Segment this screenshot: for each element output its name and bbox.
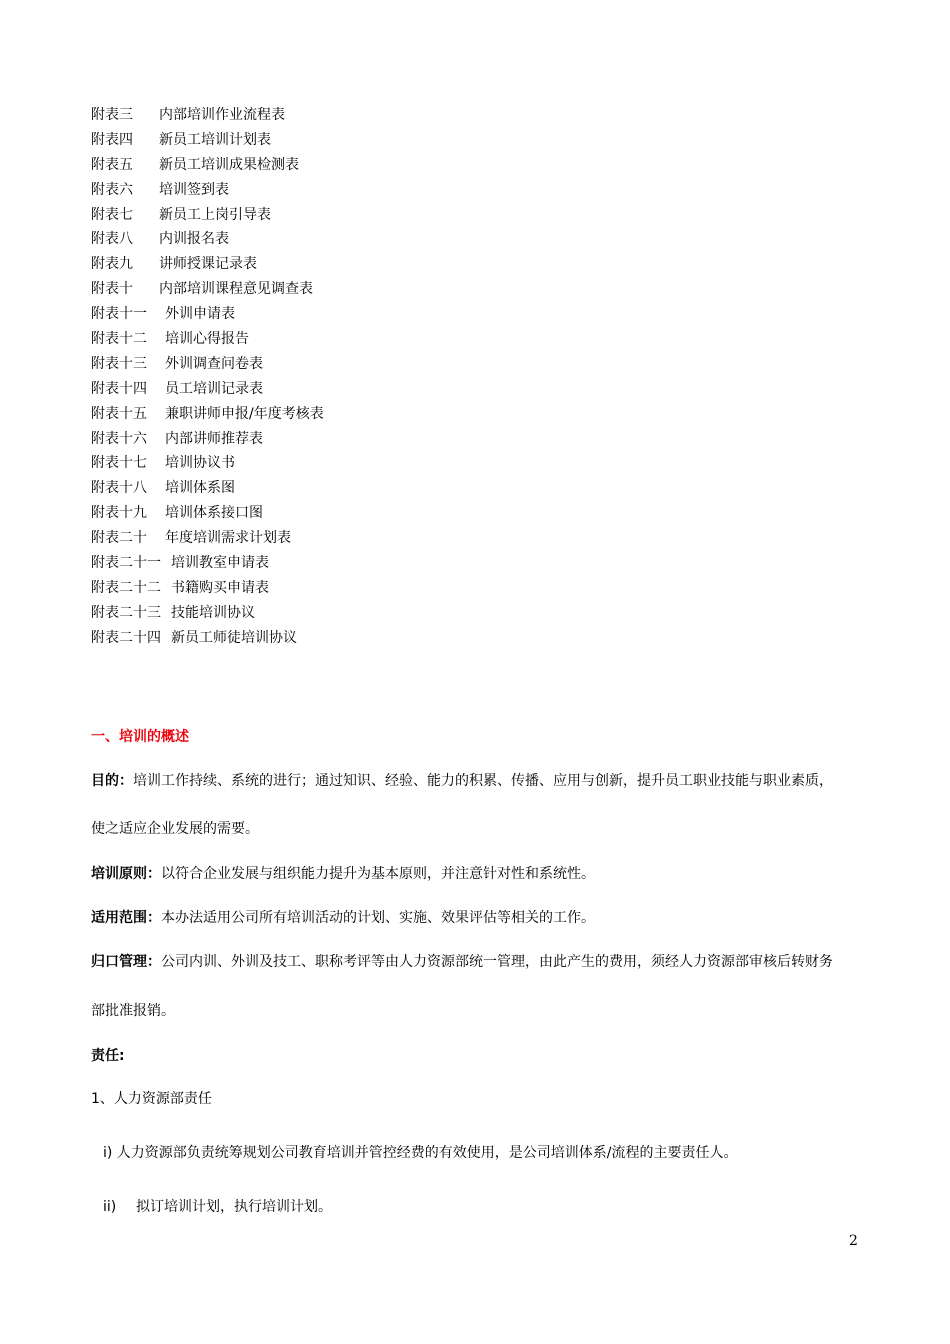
- appendix-number: 附表二十四: [91, 629, 161, 646]
- appendix-title: 培训心得报告: [165, 331, 249, 348]
- appendix-title: 培训协议书: [165, 455, 235, 472]
- appendix-title: 技能培训协议: [171, 604, 255, 621]
- appendix-item: [91, 277, 691, 302]
- appendix-number: 附表二十一: [91, 555, 161, 572]
- appendix-number: 附表三: [91, 107, 133, 123]
- appendix-number: 附表二十: [91, 530, 147, 547]
- appendix-item: [91, 153, 691, 178]
- purpose-paragraph: [91, 770, 866, 792]
- purpose-label: 目的：: [91, 773, 133, 789]
- management-paragraph-continued: 部批准报销。: [91, 1003, 175, 1019]
- appendix-number: 附表二十二: [91, 579, 161, 596]
- appendix-item: [91, 427, 691, 452]
- appendix-item: [91, 576, 691, 601]
- appendix-item: [91, 526, 691, 551]
- responsibility-item-ii: [103, 1196, 878, 1218]
- appendix-number: 附表六: [91, 181, 133, 198]
- appendix-title: 培训签到表: [159, 181, 229, 198]
- appendix-item: [91, 451, 691, 476]
- appendix-title: 培训体系图: [165, 480, 235, 497]
- appendix-title: 新员工培训计划表: [159, 131, 271, 148]
- appendix-title: 书籍购买申请表: [171, 579, 269, 596]
- appendix-item: [91, 352, 691, 377]
- appendix-item: [91, 601, 691, 626]
- appendix-list: [91, 103, 691, 651]
- appendix-item: [91, 402, 691, 427]
- appendix-title: 讲师授课记录表: [159, 256, 257, 273]
- responsibility-label: 责任:: [91, 1048, 125, 1064]
- appendix-number: 附表十四: [91, 380, 147, 397]
- appendix-item: [91, 626, 691, 651]
- appendix-number: 附表十二: [91, 331, 147, 348]
- scope-label: 适用范围：: [91, 910, 161, 926]
- appendix-item: [91, 227, 691, 252]
- appendix-title: 新员工上岗引导表: [159, 206, 271, 223]
- appendix-item: [91, 128, 691, 153]
- appendix-item: [91, 103, 691, 128]
- hr-responsibility-heading: 1、人力资源部责任: [91, 1091, 212, 1107]
- principle-text: 以符合企业发展与组织能力提升为基本原则，并注意针对性和系统性。: [161, 866, 595, 882]
- appendix-item: [91, 476, 691, 501]
- appendix-item: [91, 501, 691, 526]
- appendix-number: 附表十九: [91, 505, 147, 522]
- purpose-paragraph-continued: 使之适应企业发展的需要。: [91, 821, 259, 837]
- appendix-item: [91, 252, 691, 277]
- principle-paragraph: [91, 863, 866, 885]
- responsibility-item-i: i) 人力资源部负责统筹规划公司教育培训并管控经费的有效使用，是公司培训体系/流程的主要责任人。: [103, 1145, 738, 1161]
- appendix-number: 附表十六: [91, 430, 147, 447]
- appendix-title: 兼职讲师申报/年度考核表: [165, 405, 324, 422]
- scope-paragraph: [91, 907, 866, 929]
- appendix-title: 新员工培训成果检测表: [159, 156, 299, 173]
- appendix-item: [91, 327, 691, 352]
- management-paragraph: [91, 951, 866, 973]
- item-marker: ii): [103, 1199, 117, 1215]
- appendix-number: 附表十八: [91, 480, 147, 497]
- appendix-number: 附表十一: [91, 306, 147, 323]
- responsibility-heading: [91, 1045, 866, 1067]
- management-text: 公司内训、外训及技工、职称考评等由人力资源部统一管理，由此产生的费用，须经人力资源部审核后转财务: [161, 954, 833, 970]
- appendix-number: 附表八: [91, 231, 133, 248]
- appendix-title: 培训体系接口图: [165, 505, 263, 522]
- appendix-number: 附表二十三: [91, 604, 161, 621]
- item-text: 拟订培训计划，执行培训计划。: [136, 1199, 332, 1215]
- management-label: 归口管理：: [91, 954, 161, 970]
- scope-text: 本办法适用公司所有培训活动的计划、实施、效果评估等相关的工作。: [161, 910, 595, 926]
- appendix-number: 附表十七: [91, 455, 147, 472]
- appendix-number: 附表五: [91, 156, 133, 173]
- appendix-number: 附表九: [91, 256, 133, 273]
- appendix-title: 新员工师徒培训协议: [171, 629, 297, 646]
- appendix-title: 内部讲师推荐表: [165, 430, 263, 447]
- appendix-title: 外训申请表: [165, 306, 235, 323]
- appendix-item: [91, 178, 691, 203]
- appendix-title: 培训教室申请表: [171, 555, 269, 572]
- purpose-text: 培训工作持续、系统的进行；通过知识、经验、能力的积累、传播、应用与创新，提升员工职业技能与职业素质，: [133, 773, 833, 789]
- appendix-number: 附表十三: [91, 355, 147, 372]
- appendix-title: 员工培训记录表: [165, 380, 263, 397]
- appendix-title: 内部培训课程意见调查表: [159, 281, 313, 298]
- appendix-item: [91, 377, 691, 402]
- appendix-title: 年度培训需求计划表: [165, 530, 291, 547]
- principle-label: 培训原则：: [91, 866, 161, 882]
- appendix-title: 内训报名表: [159, 231, 229, 248]
- appendix-item: [91, 203, 691, 228]
- appendix-title: 内部培训作业流程表: [159, 107, 285, 123]
- appendix-title: 外训调查问卷表: [165, 355, 263, 372]
- appendix-number: 附表四: [91, 131, 133, 148]
- appendix-number: 附表十五: [91, 405, 147, 422]
- appendix-number: 附表十: [91, 281, 133, 298]
- appendix-item: [91, 302, 691, 327]
- section-heading: 一、培训的概述: [91, 729, 189, 745]
- appendix-number: 附表七: [91, 206, 133, 223]
- appendix-item: [91, 551, 691, 576]
- page-number: 2: [849, 1233, 858, 1249]
